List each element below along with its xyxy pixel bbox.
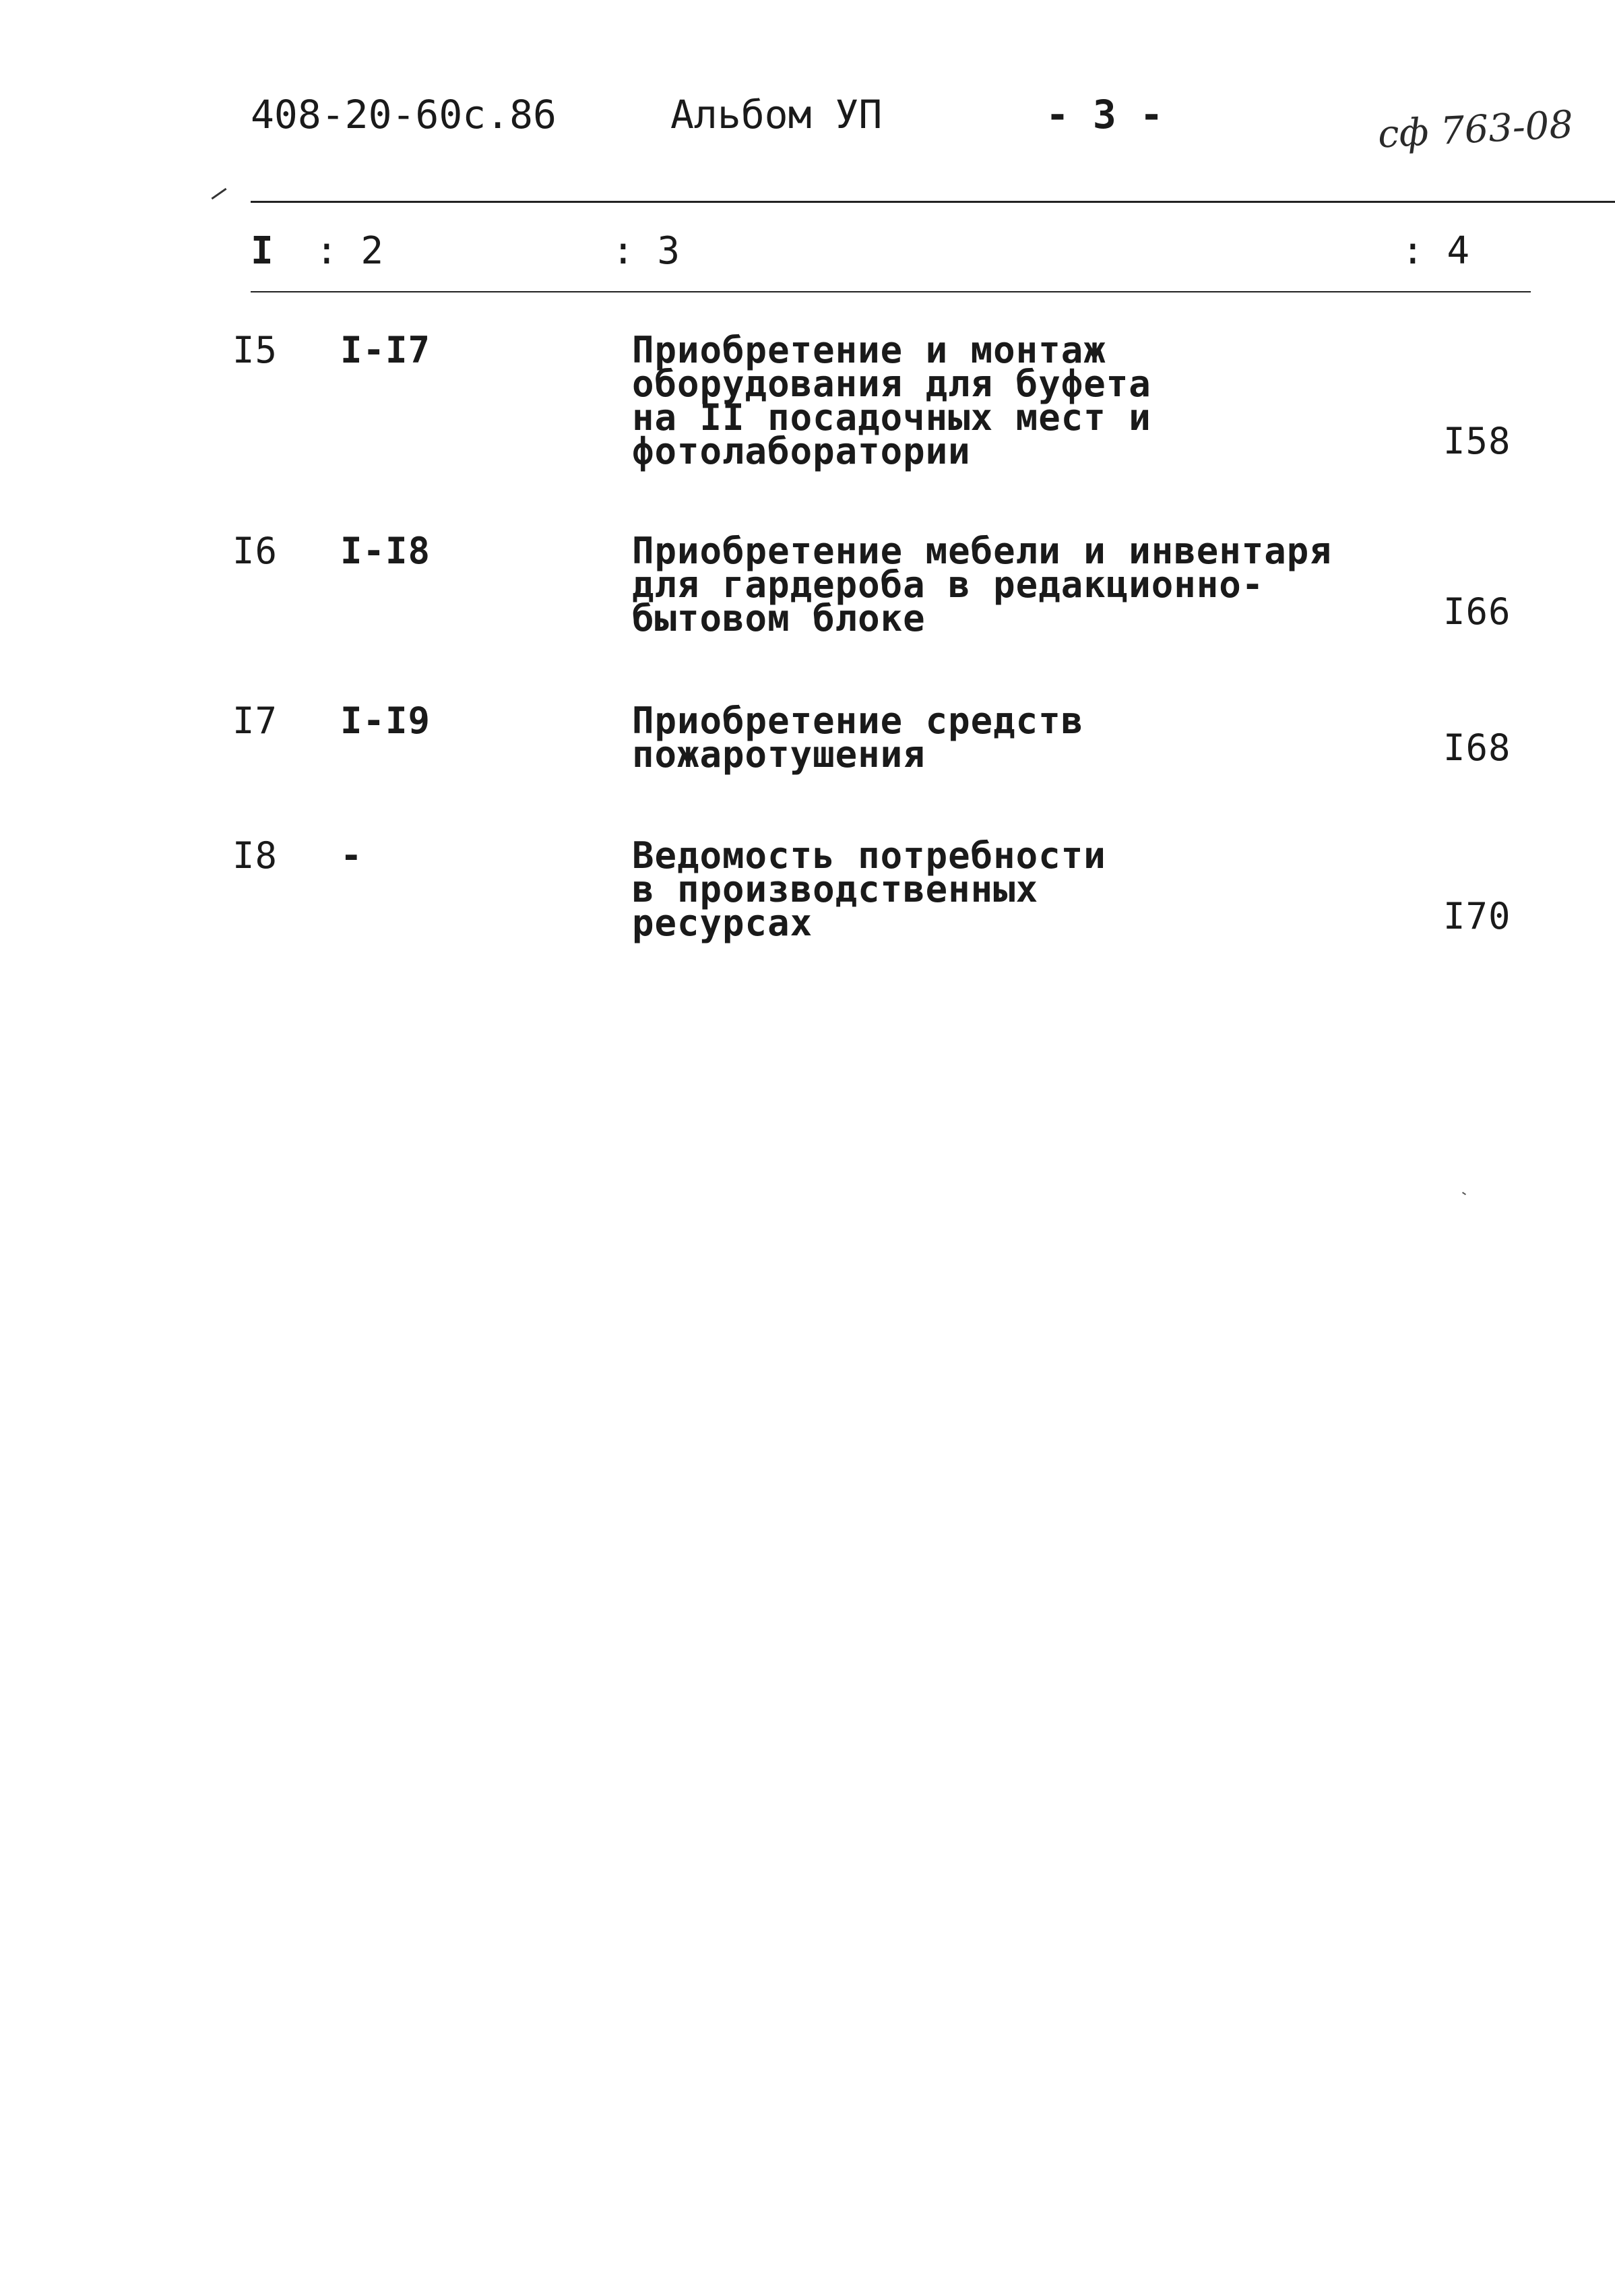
- column-header-1: I: [251, 229, 274, 273]
- header-rule-top: [251, 201, 1615, 203]
- column-header-3: : 3: [612, 229, 680, 273]
- description-line: ресурсах: [632, 902, 813, 944]
- description-line: Приобретение средств: [632, 700, 1084, 742]
- row-reference: I-I7: [340, 329, 431, 371]
- description-line: бытовом блоке: [632, 597, 926, 640]
- description-line: оборудования для буфета: [632, 363, 1151, 405]
- description-line: в производственных: [632, 868, 1039, 910]
- row-description: [632, 530, 1332, 640]
- document-code: 408-20-60с.86: [251, 92, 557, 137]
- row-description: [632, 700, 1084, 776]
- column-header-4: : 4: [1401, 229, 1470, 273]
- handwritten-note: сф 763-08: [1376, 102, 1575, 157]
- description-line: пожаротушения: [632, 733, 926, 776]
- row-description: [632, 834, 1106, 944]
- description-line: Приобретение мебели и инвентаря: [632, 530, 1332, 572]
- column-header-2: : 2: [315, 229, 384, 273]
- row-description: [632, 329, 1151, 472]
- row-reference: I-I9: [340, 700, 431, 742]
- row-number: I8: [232, 834, 278, 877]
- row-number: I6: [232, 530, 278, 572]
- row-page: I66: [1443, 590, 1511, 633]
- page-number: - 3 -: [1046, 92, 1164, 137]
- header-rule-bottom: [251, 291, 1531, 292]
- row-number: I7: [232, 700, 278, 742]
- description-line: для гардероба в редакционно-: [632, 563, 1265, 606]
- description-line: фотолаборатории: [632, 430, 971, 472]
- stray-mark: [1462, 1191, 1466, 1195]
- album-title: Альбом УП: [670, 92, 883, 137]
- pen-tick-mark: [211, 188, 226, 199]
- row-page: I70: [1443, 895, 1511, 937]
- description-line: на II посадочных мест и: [632, 396, 1151, 439]
- row-number: I5: [232, 329, 278, 371]
- description-line: Ведомость потребности: [632, 834, 1106, 877]
- row-page: I58: [1443, 420, 1511, 462]
- row-page: I68: [1443, 726, 1511, 769]
- row-reference: I-I8: [340, 530, 431, 572]
- row-reference: -: [340, 834, 363, 877]
- description-line: Приобретение и монтаж: [632, 329, 1106, 371]
